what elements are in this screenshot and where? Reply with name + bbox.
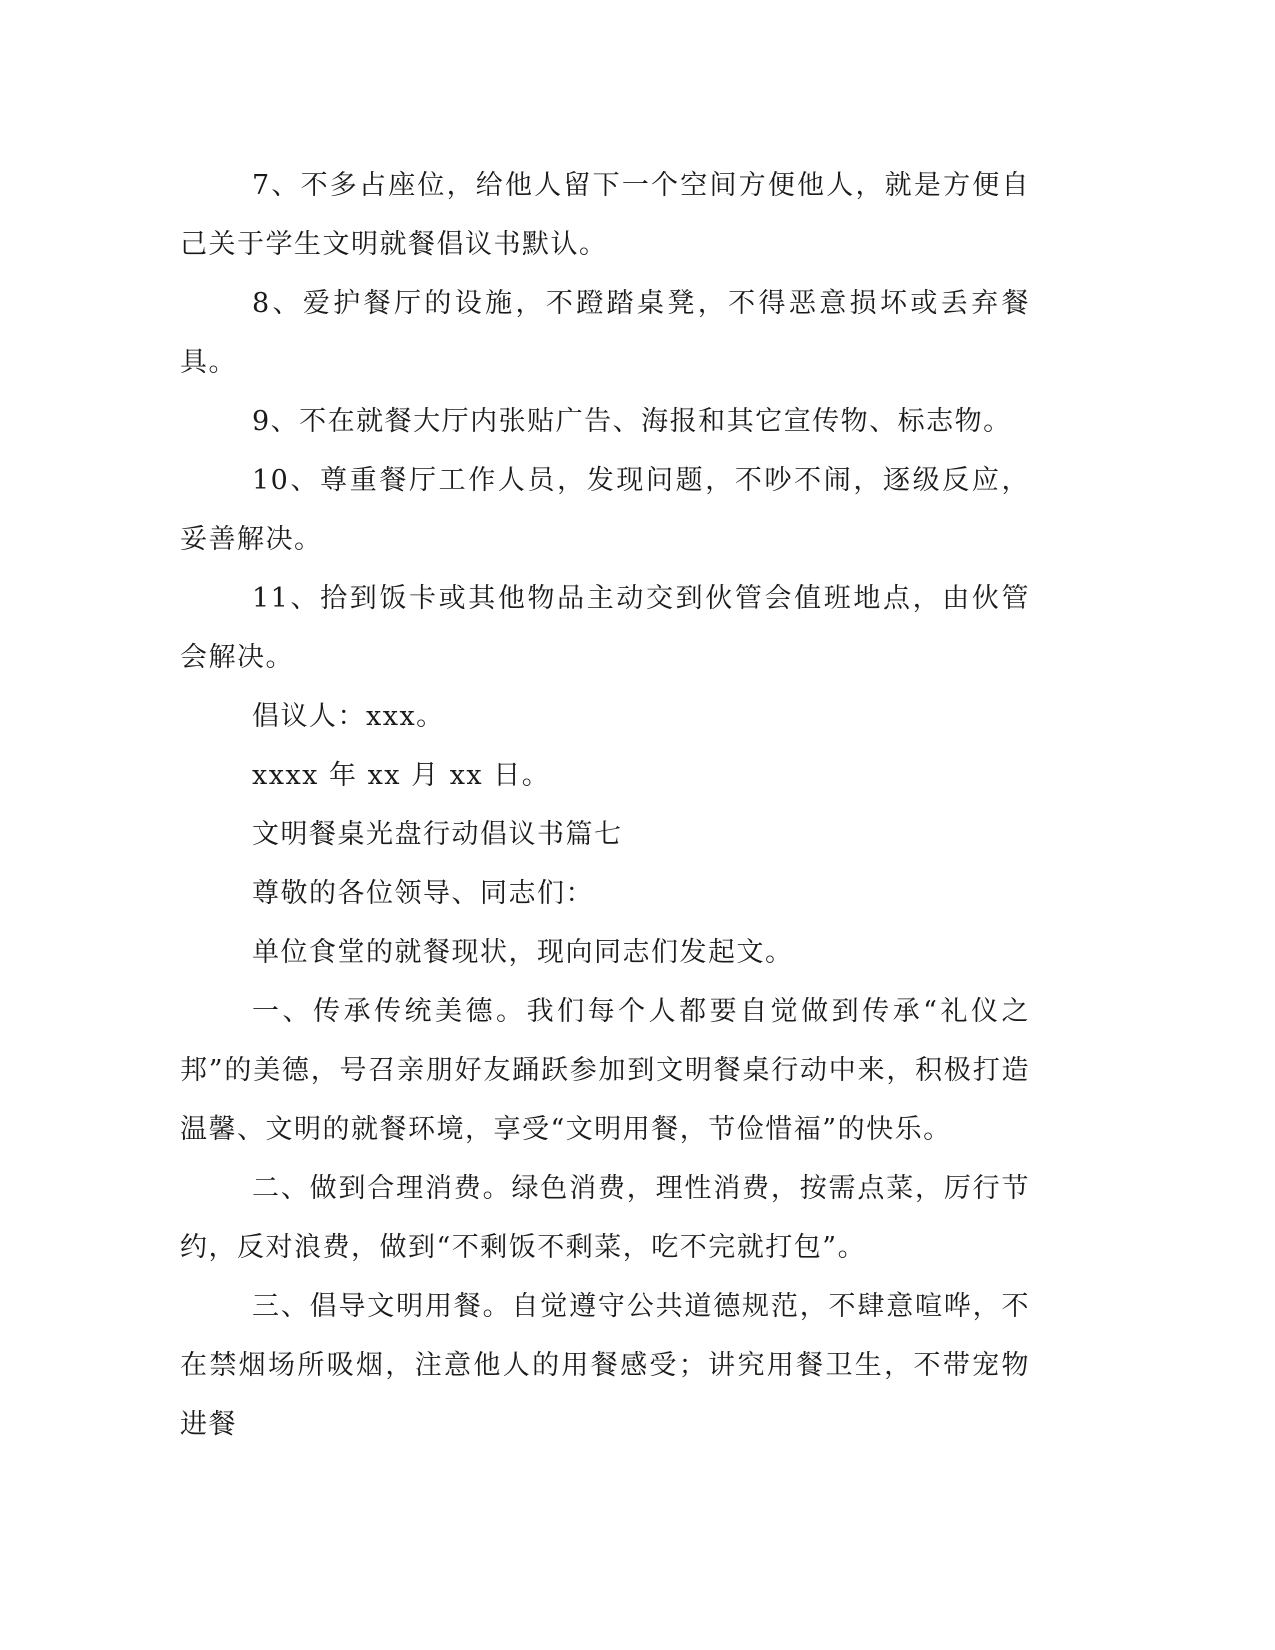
intro-paragraph: 单位食堂的就餐现状，现向同志们发起文。 (252, 937, 794, 968)
salutation: 尊敬的各位领导、同志们： (252, 878, 594, 909)
point-three-paragraph: 三、倡导文明用餐。自觉遵守公共道德规范，不肆意喧哗，不在禁烟场所吸烟，注意他人的用餐感受；讲究用餐卫生，不带宠物进餐 (180, 1291, 1030, 1440)
paragraph-item-10: 10、尊重餐厅工作人员，发现问题，不吵不闹，逐级反应，妥善解决。 (180, 465, 1030, 555)
initiator-line: 倡议人：xxx。 (252, 701, 445, 732)
paragraph-item-9: 9、不在就餐大厅内张贴广告、海报和其它宣传物、标志物。 (252, 406, 1012, 437)
paragraph-item-7: 7、不多占座位，给他人留下一个空间方便他人，就是方便自己关于学生文明就餐倡议书默认。 (180, 170, 1030, 260)
point-two-paragraph: 二、做到合理消费。绿色消费，理性消费，按需点菜，厉行节约，反对浪费，做到“不剩饭不剩菜，吃不完就打包”。 (180, 1173, 1030, 1263)
point-one-paragraph: 一、传承传统美德。我们每个人都要自觉做到传承“礼仪之邦”的美德，号召亲朋好友踊跃参加到文明餐桌行动中来，积极打造温馨、文明的就餐环境，享受“文明用餐，节俭惜福”的快乐。 (180, 996, 1030, 1145)
section-title: 文明餐桌光盘行动倡议书篇七 (252, 819, 623, 850)
date-line: xxxx 年 xx 月 xx 日。 (252, 760, 551, 791)
paragraph-item-11: 11、拾到饭卡或其他物品主动交到伙管会值班地点，由伙管会解决。 (180, 583, 1030, 673)
paragraph-item-8: 8、爱护餐厅的设施，不蹬踏桌凳，不得恶意损坏或丢弃餐具。 (180, 288, 1030, 378)
document-body (180, 156, 1030, 1454)
